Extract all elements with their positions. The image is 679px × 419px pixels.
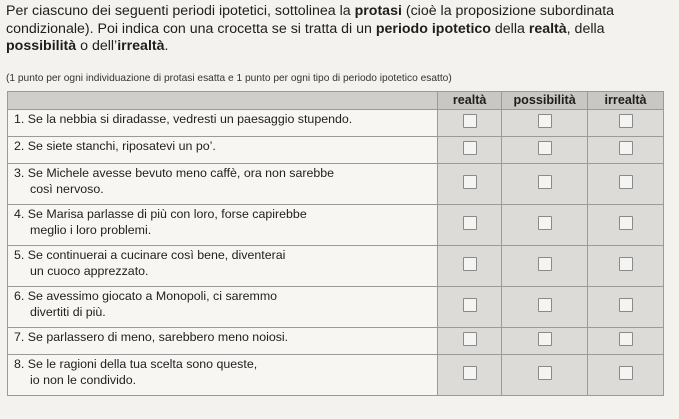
- sentence-line: 4. Se Marisa parlasse di più con loro, forse capirebbe: [14, 207, 307, 221]
- instr-text-3: della: [490, 20, 529, 37]
- realta-cell: [438, 328, 502, 355]
- sentence-line: 1. Se la nebbia si diradasse, vedresti un paesaggio stupendo.: [14, 112, 353, 126]
- possibilita-cell: [502, 164, 588, 205]
- sentence-line: 2. Se siete stanchi, riposatevi un po’.: [14, 139, 216, 153]
- instr-text-5: o dell’: [76, 38, 118, 54]
- table-row: [8, 328, 664, 355]
- sentence-line: 7. Se parlassero di meno, sarebbero meno noiosi.: [14, 330, 289, 344]
- instr-text-2: (cioè la proposizione subordinata condizionale). Poi indica con una crocetta se si tratta di un: [6, 3, 615, 37]
- possibilita-cell: [502, 246, 588, 287]
- realta-cell: [438, 355, 502, 396]
- possibilita-cell: [502, 205, 588, 246]
- irrealta-checkbox[interactable]: [619, 298, 633, 312]
- realta-checkbox[interactable]: [463, 141, 477, 155]
- possibilita-checkbox[interactable]: [538, 298, 552, 312]
- table-row: [8, 246, 664, 287]
- scoring-note: (1 punto per ogni individuazione di protasi esatta e 1 punto per ogni tipo di periodo ipotetico esatto): [6, 73, 452, 84]
- keyword-realta: realtà: [528, 20, 567, 37]
- keyword-irrealta: irrealtà: [117, 38, 165, 54]
- realta-checkbox[interactable]: [463, 175, 477, 189]
- exercise-instructions: [6, 3, 670, 56]
- irrealta-checkbox[interactable]: [619, 114, 633, 128]
- keyword-possibilita: possibilità: [6, 38, 77, 54]
- header-possibilita: possibilità: [502, 92, 588, 110]
- sentence-cell: [8, 205, 438, 246]
- realta-cell: [438, 137, 502, 164]
- sentence-line: 5. Se continuerai a cucinare così bene, diventerai: [14, 248, 286, 262]
- possibilita-checkbox[interactable]: [538, 332, 552, 346]
- keyword-protasi: protasi: [354, 3, 402, 19]
- sentence-line-continuation: un cuoco apprezzato.: [30, 263, 149, 278]
- sentence-line: 3. Se Michele avesse bevuto meno caffè, ora non sarebbe: [14, 166, 335, 180]
- possibilita-checkbox[interactable]: [538, 257, 552, 271]
- header-realta: realtà: [438, 92, 502, 110]
- sentence-line-continuation: io non le condivido.: [30, 372, 137, 387]
- sentence-cell: [8, 110, 438, 137]
- irrealta-checkbox[interactable]: [619, 257, 633, 271]
- table-row: [8, 287, 664, 328]
- irrealta-cell: [588, 246, 664, 287]
- possibilita-checkbox[interactable]: [538, 141, 552, 155]
- exercise-table: [7, 91, 664, 396]
- table-row: [8, 164, 664, 205]
- sentence-cell: [8, 355, 438, 396]
- table-row: [8, 110, 664, 137]
- irrealta-checkbox[interactable]: [619, 175, 633, 189]
- keyword-periodo-ipotetico: periodo ipotetico: [375, 20, 491, 37]
- table-header-row: [8, 92, 664, 110]
- sentence-cell: [8, 328, 438, 355]
- possibilita-cell: [502, 110, 588, 137]
- table-row: [8, 137, 664, 164]
- realta-checkbox[interactable]: [463, 114, 477, 128]
- irrealta-cell: [588, 287, 664, 328]
- possibilita-checkbox[interactable]: [538, 114, 552, 128]
- table-row: [8, 355, 664, 396]
- possibilita-cell: [502, 328, 588, 355]
- irrealta-checkbox[interactable]: [619, 216, 633, 230]
- irrealta-cell: [588, 328, 664, 355]
- possibilita-checkbox[interactable]: [538, 216, 552, 230]
- sentence-line: 6. Se avessimo giocato a Monopoli, ci saremmo: [14, 289, 278, 303]
- irrealta-checkbox[interactable]: [619, 332, 633, 346]
- sentence-line-continuation: divertiti di più.: [30, 304, 106, 319]
- irrealta-checkbox[interactable]: [619, 366, 633, 380]
- instr-text-4: , della: [566, 20, 605, 37]
- realta-cell: [438, 110, 502, 137]
- realta-checkbox[interactable]: [463, 332, 477, 346]
- irrealta-cell: [588, 205, 664, 246]
- possibilita-cell: [502, 137, 588, 164]
- sentence-line-continuation: meglio i loro problemi.: [30, 222, 152, 237]
- sentence-cell: [8, 287, 438, 328]
- possibilita-cell: [502, 287, 588, 328]
- realta-checkbox[interactable]: [463, 298, 477, 312]
- realta-checkbox[interactable]: [463, 257, 477, 271]
- irrealta-checkbox[interactable]: [619, 141, 633, 155]
- instr-text-1: Per ciascuno dei seguenti periodi ipotetici, sottolinea la: [6, 3, 355, 19]
- possibilita-cell: [502, 355, 588, 396]
- sentence-cell: [8, 137, 438, 164]
- sentence-cell: [8, 164, 438, 205]
- realta-cell: [438, 246, 502, 287]
- irrealta-cell: [588, 137, 664, 164]
- sentence-cell: [8, 246, 438, 287]
- realta-cell: [438, 164, 502, 205]
- sentence-line-continuation: così nervoso.: [30, 181, 104, 196]
- header-irrealta: irrealtà: [588, 92, 664, 110]
- irrealta-cell: [588, 355, 664, 396]
- sentence-line: 8. Se le ragioni della tua scelta sono queste,: [14, 357, 258, 371]
- realta-checkbox[interactable]: [463, 366, 477, 380]
- irrealta-cell: [588, 110, 664, 137]
- instr-text-6: .: [164, 38, 169, 54]
- table-row: [8, 205, 664, 246]
- irrealta-cell: [588, 164, 664, 205]
- possibilita-checkbox[interactable]: [538, 175, 552, 189]
- possibilita-checkbox[interactable]: [538, 366, 552, 380]
- realta-cell: [438, 205, 502, 246]
- header-blank-cell: [8, 92, 438, 110]
- realta-cell: [438, 287, 502, 328]
- realta-checkbox[interactable]: [463, 216, 477, 230]
